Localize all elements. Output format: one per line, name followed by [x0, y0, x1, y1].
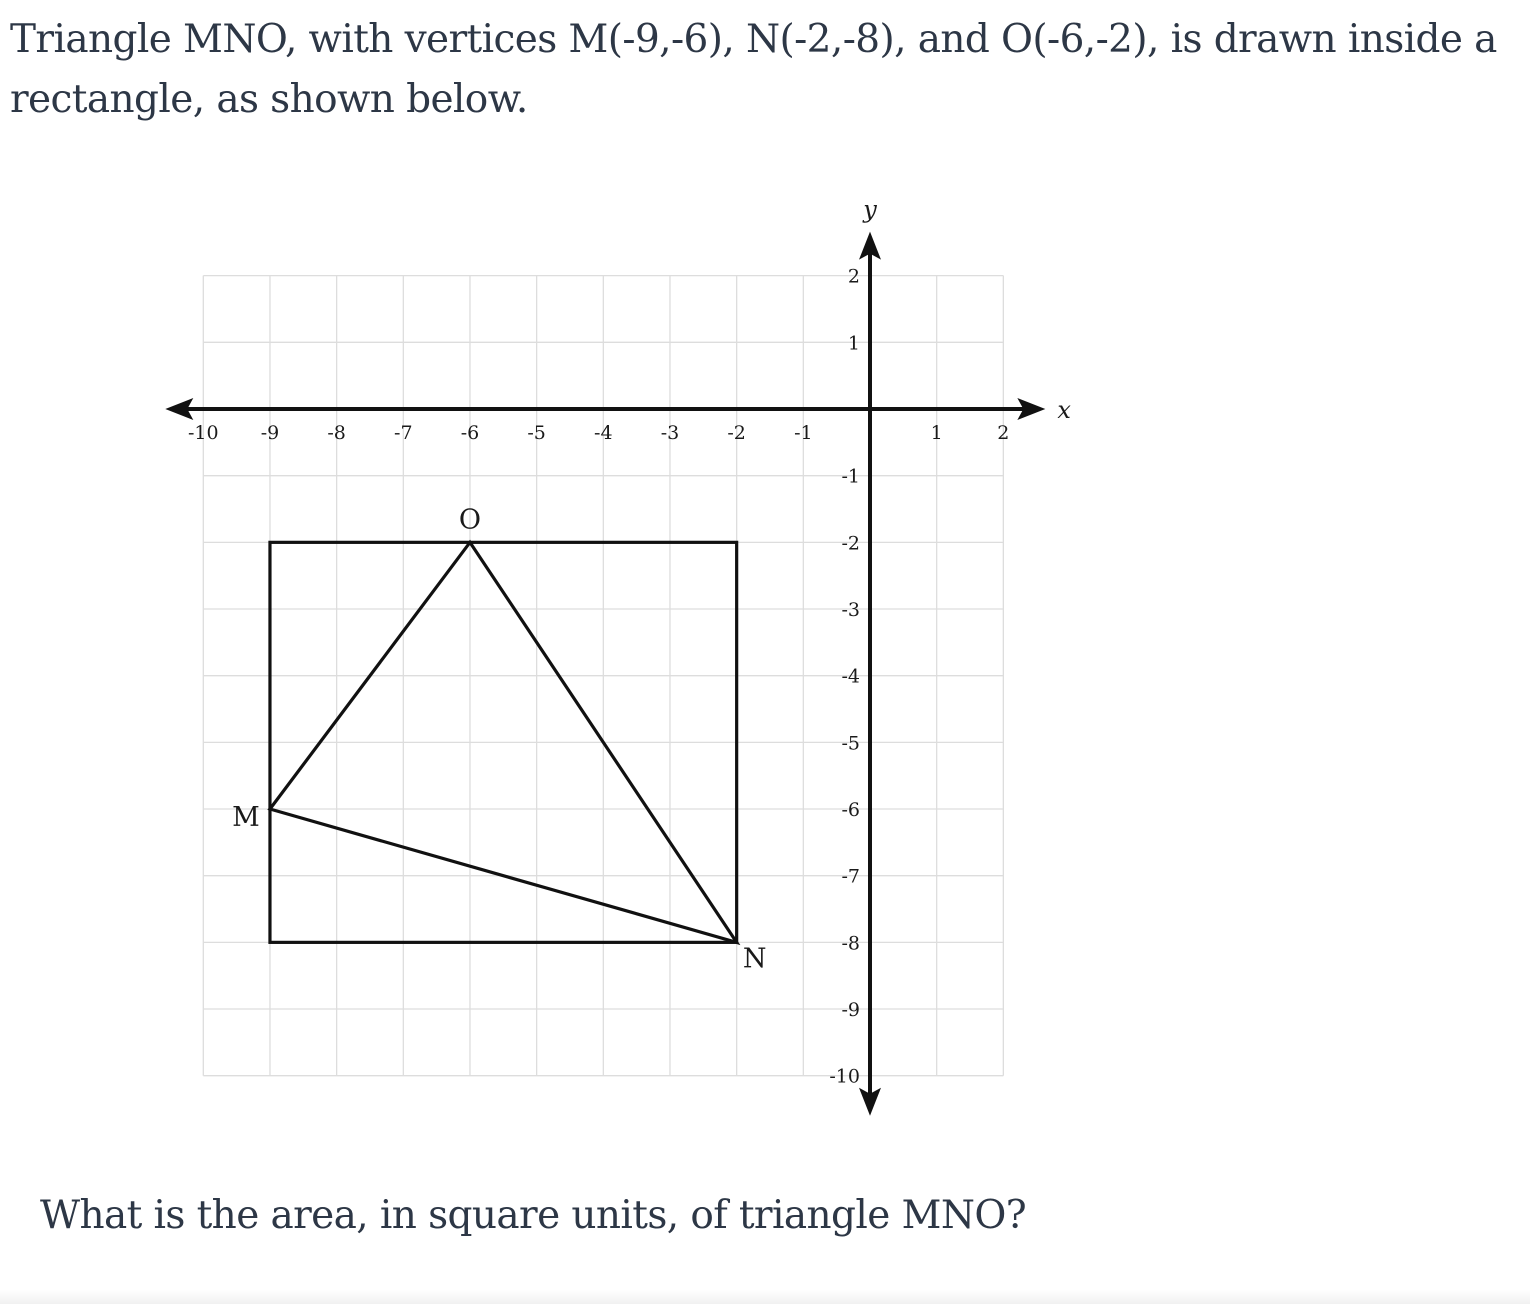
y-tick-label: 2	[847, 265, 860, 288]
bottom-edge	[0, 1290, 1530, 1304]
x-tick-label: -3	[660, 422, 680, 444]
x-tick-label: -7	[394, 422, 413, 444]
x-tick-label: -6	[460, 422, 480, 444]
x-axis-label: x	[1057, 396, 1071, 424]
y-tick-label: -3	[841, 599, 860, 622]
x-tick-label: -10	[187, 422, 219, 444]
vertex-label-o: O	[458, 504, 482, 536]
x-tick-label: 1	[930, 422, 943, 444]
y-tick-label: -8	[841, 932, 860, 955]
y-axis-label: y	[863, 195, 877, 224]
y-tick-label: 1	[847, 332, 860, 355]
y-tick-label: -5	[841, 732, 860, 755]
vertex-label-n: N	[742, 943, 767, 975]
x-tick-label: -5	[527, 422, 546, 444]
y-tick-label: -7	[841, 865, 860, 888]
y-tick-label: -4	[841, 665, 860, 688]
y-tick-label: -9	[841, 999, 860, 1022]
x-tick-label: -8	[327, 422, 346, 444]
y-tick-label: -6	[841, 799, 860, 822]
x-tick-label: -9	[260, 422, 280, 444]
x-tick-label: -2	[727, 422, 746, 444]
grid	[203, 276, 1003, 1076]
y-tick-label: -10	[829, 1065, 860, 1088]
axes	[165, 196, 1071, 1116]
tick-labels	[188, 266, 1009, 1088]
x-tick-label: -4	[594, 422, 613, 444]
problem-intro: Triangle MNO, with vertices M(-9,-6), N(-2,-8), and O(-6,-2), is drawn inside a rectangle, as shown below.	[10, 17, 1497, 122]
x-tick-label: 2	[997, 422, 1010, 444]
problem-question: What is the area, in square units, of triangle MNO?	[40, 1193, 1027, 1238]
vertex-labels	[232, 504, 766, 974]
vertex-label-m: M	[232, 802, 260, 834]
x-tick-label: -1	[794, 422, 813, 444]
y-tick-label: -1	[841, 465, 860, 488]
y-tick-label: -2	[841, 532, 860, 555]
